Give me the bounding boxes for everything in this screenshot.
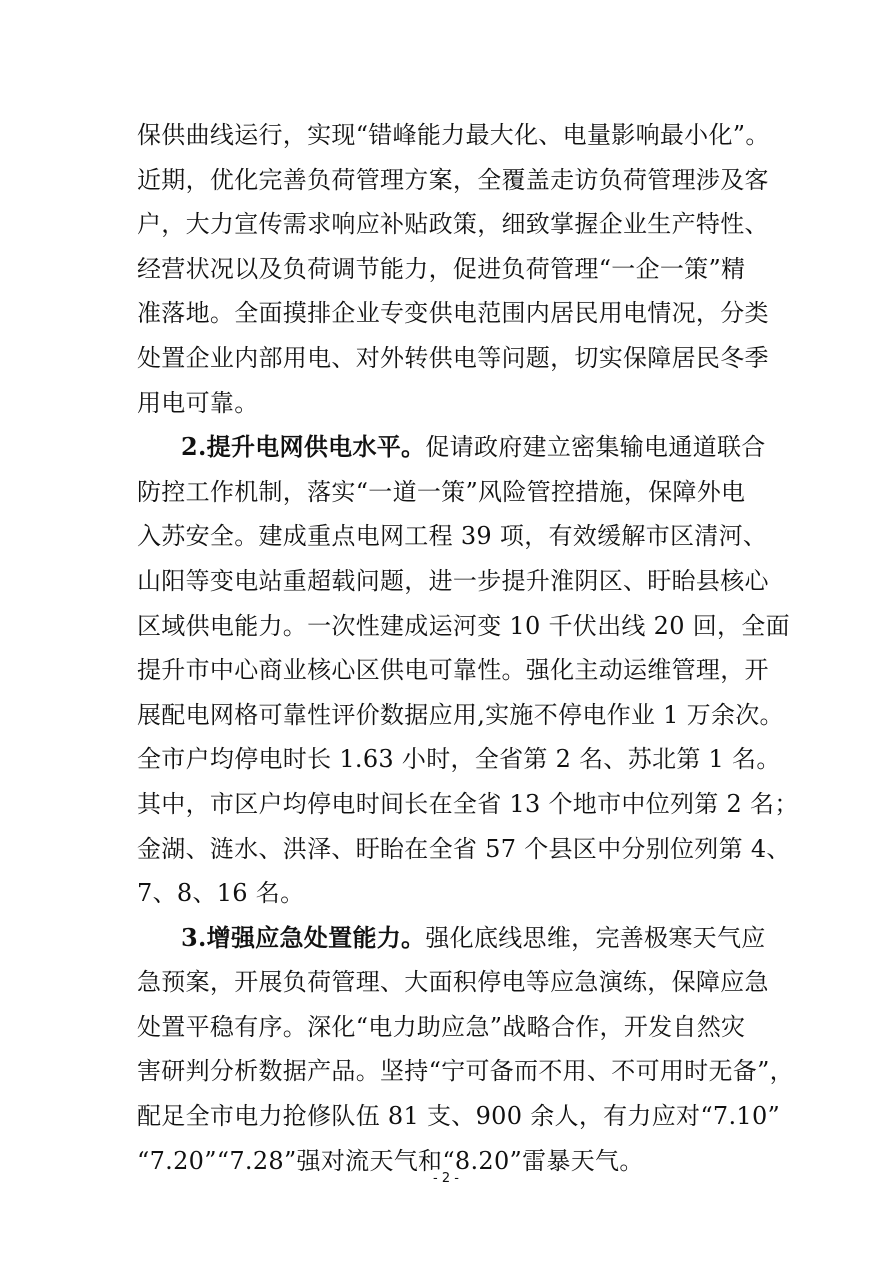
text-line-with-heading bbox=[137, 425, 766, 470]
text-line: 展配电网格可靠性评价数据应用,实施不停电作业 1 万余次。 bbox=[137, 700, 784, 729]
text-line: 处置企业内部用电、对外转供电等问题，切实保障居民冬季 bbox=[137, 343, 769, 372]
text-span: 强化底线思维，完善极寒天气应 bbox=[425, 923, 766, 952]
text-line: 用电可靠。 bbox=[137, 388, 259, 417]
text-line: 配足全市电力抢修队伍 81 支、900 余人，有力应对“7.10” bbox=[137, 1102, 781, 1131]
text-line: 入苏安全。建成重点电网工程 39 项，有效缓解市区清河、 bbox=[137, 522, 768, 551]
section-heading: 3.增强应急处置能力。 bbox=[181, 922, 426, 952]
text-line: 防控工作机制，落实“一道一策”风险管控措施，保障外电 bbox=[137, 477, 746, 506]
text-line: 7、8、16 名。 bbox=[137, 879, 305, 908]
paragraph-load-management bbox=[137, 113, 770, 425]
section-heading: 2.提升电网供电水平。 bbox=[181, 432, 426, 462]
text-span: 促请政府建立密集输电通道联合 bbox=[425, 433, 766, 462]
text-line: 山阳等变电站重超载问题，进一步提升淮阴区、盱眙县核心 bbox=[137, 566, 769, 595]
text-line: 其中，市区户均停电时间长在全省 13 个地市中位列第 2 名； bbox=[137, 789, 799, 818]
text-line: 户，大力宣传需求响应补贴政策，细致掌握企业生产特性、 bbox=[137, 210, 769, 239]
text-line: 提升市中心商业核心区供电可靠性。强化主动运维管理，开 bbox=[137, 656, 769, 685]
page-number: - 2 - bbox=[433, 1171, 459, 1186]
text-line: 区域供电能力。一次性建成运河变 10 千伏出线 20 回，全面 bbox=[137, 611, 790, 640]
text-line: 准落地。全面摸排企业专变供电范围内居民用电情况，分类 bbox=[137, 299, 769, 328]
text-line: 全市户均停电时长 1.63 小时，全省第 2 名、苏北第 1 名。 bbox=[137, 745, 781, 774]
text-line: 急预案，开展负荷管理、大面积停电等应急演练，保障应急 bbox=[137, 968, 769, 997]
text-line: “7.20”“7.28”强对流天气和“8.20”雷暴天气。 bbox=[137, 1146, 644, 1175]
text-line: 处置平稳有序。深化“电力助应急”战略合作，开发自然灾 bbox=[137, 1012, 746, 1041]
text-line: 近期，优化完善负荷管理方案，全覆盖走访负荷管理涉及客 bbox=[137, 165, 769, 194]
paragraph-emergency bbox=[137, 916, 794, 1184]
text-line: 金湖、涟水、洪泽、盱眙在全省 57 个县区中分别位列第 4、 bbox=[137, 834, 791, 863]
text-line: 害研判分析数据产品。坚持“宁可备而不用、不可用时无备”， bbox=[137, 1057, 794, 1086]
text-line: 保供曲线运行，实现“错峰能力最大化、电量影响最小化”。 bbox=[137, 121, 770, 149]
paragraph-grid-supply bbox=[137, 425, 799, 916]
text-line: 经营状况以及负荷调节能力，促进负荷管理“一企一策”精 bbox=[137, 254, 746, 283]
body-text bbox=[137, 113, 799, 1183]
text-line-with-heading bbox=[137, 916, 766, 961]
